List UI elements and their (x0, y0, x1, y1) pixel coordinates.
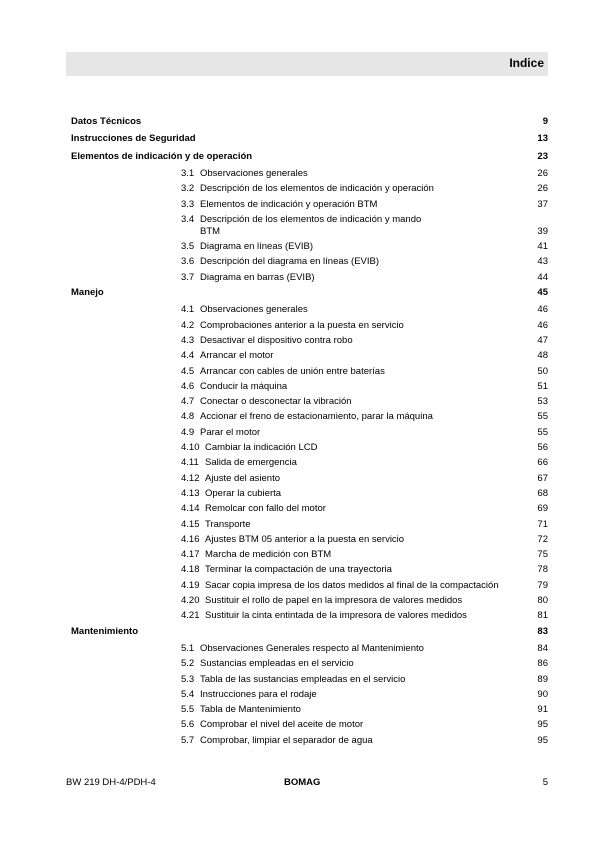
section-number: 3.6 (181, 256, 195, 268)
section-title: Comprobar el nivel del aceite de motor (200, 719, 364, 731)
section-page: 46 (537, 304, 548, 316)
section-page: 71 (537, 518, 548, 530)
section-page: 80 (537, 595, 548, 606)
section-title: Descripción de los elementos de indicación y operación (200, 183, 434, 195)
section-page: 47 (537, 334, 548, 346)
section-page: 67 (537, 472, 548, 484)
section-title: Conducir la máquina (200, 380, 288, 392)
section-page: 68 (537, 487, 548, 499)
section-page: 86 (537, 658, 548, 670)
section-title: Instrucciones para el rodaje (200, 688, 317, 700)
section-number: 4.12 (181, 472, 200, 484)
section-page: 44 (537, 271, 548, 283)
page-title: Indice (509, 56, 544, 70)
section-page: 41 (537, 241, 548, 253)
section-title: Observaciones generales (200, 304, 308, 316)
section-number: 4.20 (181, 595, 200, 606)
section-page: 95 (537, 734, 548, 746)
section-page: 90 (537, 688, 548, 700)
section-title: Operar la cubierta (205, 487, 282, 499)
section-title: Descripción del diagrama en líneas (EVIB) (200, 256, 380, 268)
section-number: 4.14 (181, 503, 200, 515)
chapter-title: Datos Técnicos (71, 116, 142, 127)
chapter-page: 9 (542, 116, 548, 127)
section-number: 3.3 (181, 198, 195, 210)
section-title: Observaciones Generales respecto al Mantenimiento (200, 642, 424, 654)
section-page: 55 (537, 411, 548, 423)
section-number: 3.1 (181, 167, 195, 179)
section-title: Conectar o desconectar la vibración (200, 396, 352, 408)
section-title: Terminar la compactación de una trayectoria (205, 564, 392, 576)
section-title: Elementos de indicación y operación BTM (200, 198, 378, 210)
section-title: Salida de emergencia (205, 457, 297, 469)
section-title: Tabla de Mantenimiento (200, 704, 301, 716)
section-page: 84 (537, 642, 548, 654)
chapter-title: Elementos de indicación y de operación (71, 150, 253, 162)
section-number: 3.4 (181, 213, 195, 225)
section-title: Diagrama en barras (EVIB) (200, 271, 315, 283)
footer-page-number: 5 (542, 777, 548, 788)
section-page: 69 (537, 503, 548, 515)
section-page: 95 (537, 719, 548, 731)
section-title: Accionar el freno de estacionamiento, parar la máquina (200, 411, 433, 423)
section-title: Descripción de los elementos de indicación y mando (200, 213, 422, 225)
chapter-title: Instrucciones de Seguridad (71, 133, 196, 145)
section-number: 5.6 (181, 719, 195, 731)
chapter-page: 45 (537, 287, 548, 298)
section-title: Sustituir el rollo de papel en la impresora de valores medidos (205, 595, 463, 606)
section-number: 4.13 (181, 487, 200, 499)
section-page: 46 (537, 319, 548, 331)
chapter-page: 13 (537, 133, 548, 145)
section-page: 53 (537, 396, 548, 408)
section-page: 75 (537, 549, 548, 561)
section-number: 5.3 (181, 673, 195, 685)
section-title: Ajustes BTM 05 anterior a la puesta en servicio (205, 533, 405, 545)
section-number: 4.2 (181, 319, 195, 331)
section-title: Remolcar con fallo del motor (205, 503, 326, 515)
section-number: 4.4 (181, 350, 195, 362)
section-page: 66 (537, 457, 548, 469)
section-number: 4.8 (181, 411, 195, 423)
section-page: 72 (537, 533, 548, 545)
section-title: Parar el motor (200, 426, 261, 438)
section-title: Sacar copia impresa de los datos medidos al final de la compactación (205, 579, 499, 591)
section-number: 4.5 (181, 365, 195, 377)
section-title: Diagrama en líneas (EVIB) (200, 241, 313, 253)
section-title: Comprobar, limpiar el separador de agua (200, 734, 373, 746)
footer-model: BW 219 DH-4/PDH-4 (66, 777, 156, 788)
section-number: 4.19 (181, 579, 200, 591)
section-title: Desactivar el dispositivo contra robo (200, 334, 353, 346)
section-page: 50 (537, 365, 548, 377)
section-title: Comprobaciones anterior a la puesta en servicio (200, 319, 404, 331)
section-title: Marcha de medición con BTM (205, 549, 332, 561)
section-title: Cambiar la indicación LCD (205, 442, 318, 453)
section-number: 5.1 (181, 642, 195, 654)
section-number: 4.9 (181, 426, 195, 438)
section-page: 81 (537, 610, 548, 622)
section-number: 4.1 (181, 304, 195, 316)
section-title: Sustituir la cinta entintada de la impresora de valores medidos (205, 610, 467, 622)
section-number: 4.6 (181, 380, 195, 392)
section-page: 43 (537, 256, 548, 268)
section-number: 3.5 (181, 241, 195, 253)
section-title: Arrancar el motor (200, 350, 274, 362)
footer-brand: BOMAG (284, 777, 321, 788)
chapter-title: Manejo (71, 287, 104, 298)
section-number: 4.11 (181, 457, 199, 469)
section-number: 4.16 (181, 533, 200, 545)
section-page: 56 (537, 442, 548, 453)
section-page: 78 (537, 564, 548, 576)
section-page: 91 (537, 704, 548, 716)
section-page: 79 (537, 579, 548, 591)
section-number: 4.10 (181, 442, 200, 453)
section-page: 89 (537, 673, 548, 685)
section-number: 5.4 (181, 688, 195, 700)
section-title: Tabla de las sustancias empleadas en el servicio (200, 673, 406, 685)
section-number: 3.2 (181, 183, 195, 195)
section-page: 55 (537, 426, 548, 438)
section-page: 51 (537, 380, 548, 392)
section-title: Sustancias empleadas en el servicio (200, 658, 354, 670)
section-number: 3.7 (181, 271, 195, 283)
section-number: 4.17 (181, 549, 200, 561)
section-page: 26 (537, 167, 548, 179)
section-title: Observaciones generales (200, 167, 308, 179)
section-page: 39 (537, 225, 548, 237)
section-number: 5.7 (181, 734, 195, 746)
section-page: 48 (537, 350, 548, 362)
section-number: 5.2 (181, 658, 195, 670)
section-page: 37 (537, 198, 548, 210)
section-page: 26 (537, 183, 548, 195)
chapter-title: Mantenimiento (71, 625, 139, 637)
chapter-page: 83 (537, 625, 548, 637)
section-number: 4.7 (181, 396, 195, 408)
section-number: 4.18 (181, 564, 200, 576)
section-number: 5.5 (181, 704, 195, 716)
section-title: Ajuste del asiento (205, 472, 280, 484)
chapter-page: 23 (537, 150, 548, 162)
section-number: 4.15 (181, 518, 200, 530)
section-number: 4.3 (181, 334, 195, 346)
section-title: Transporte (205, 518, 251, 530)
section-title-continued: BTM (200, 225, 221, 237)
section-title: Arrancar con cables de unión entre baterías (200, 365, 385, 377)
section-number: 4.21 (181, 610, 200, 622)
